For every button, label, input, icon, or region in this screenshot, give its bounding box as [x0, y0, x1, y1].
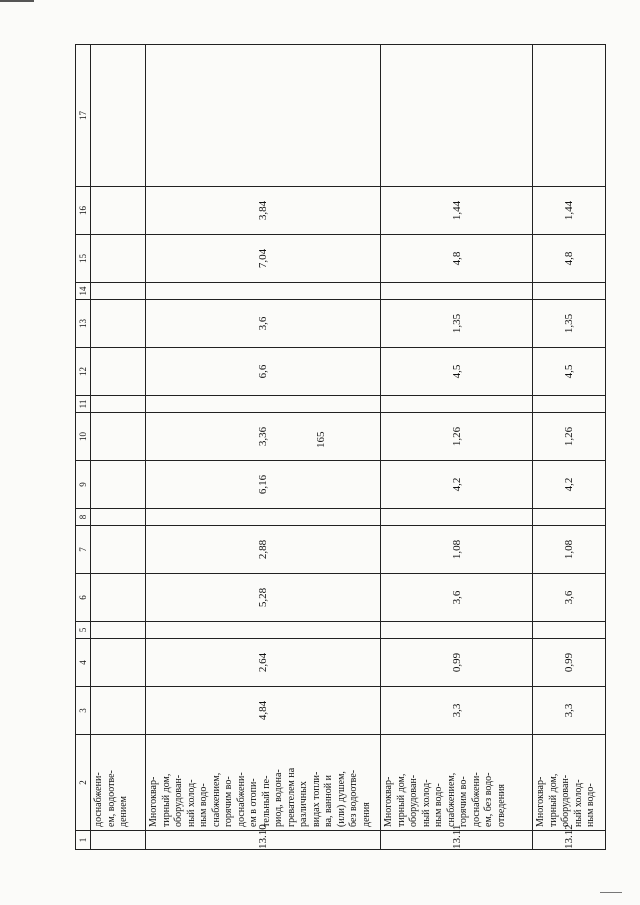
scan-artifact	[600, 892, 622, 893]
value-cell	[91, 574, 146, 622]
tariff-table	[75, 44, 606, 850]
value-cell: 3,36	[146, 413, 381, 461]
column-number: 14	[76, 283, 91, 300]
value-cell	[381, 622, 533, 639]
value-cell	[91, 413, 146, 461]
column-number: 4	[76, 639, 91, 687]
description-cell: Многоквар- тирный дом, оборудован- ный холод- ным водо- снабжением, горячим во- доснабжени- ем в отопи- тельный пе- риод, водона- гревателем на различных видах топли- ва, ванной и (или) душем, без водоотве- дения	[146, 735, 381, 831]
value-cell	[91, 687, 146, 735]
value-cell	[91, 461, 146, 509]
value-cell	[146, 509, 381, 526]
rotated-table-container	[75, 45, 596, 850]
value-cell: 3,6	[533, 574, 606, 622]
column-number: 5	[76, 622, 91, 639]
value-cell: 4,5	[381, 348, 533, 396]
column-number: 17	[76, 45, 91, 187]
row-number-cell: 13.11	[381, 831, 533, 850]
value-cell: 4,84	[146, 687, 381, 735]
description-cell: Многоквар- тирный дом, оборудован- ный холод- ным водо-	[533, 735, 606, 831]
column-number: 2	[76, 735, 91, 831]
value-cell	[381, 396, 533, 413]
table-row	[533, 45, 606, 850]
value-cell: 5,28	[146, 574, 381, 622]
value-cell: 4,2	[533, 461, 606, 509]
row-number-cell: 13.10	[146, 831, 381, 850]
value-cell	[146, 396, 381, 413]
value-cell: 4,5	[533, 348, 606, 396]
value-cell	[91, 45, 146, 187]
value-cell: 4,2	[381, 461, 533, 509]
table-row	[381, 45, 533, 850]
value-cell	[146, 622, 381, 639]
value-cell	[381, 283, 533, 300]
column-number: 1	[76, 831, 91, 850]
value-cell: 1,44	[381, 187, 533, 235]
value-cell: 3,6	[146, 300, 381, 348]
value-cell	[91, 187, 146, 235]
value-cell: 3,84	[146, 187, 381, 235]
table-row	[91, 45, 146, 850]
value-cell	[533, 45, 606, 187]
description-cell: Многоквар- тирный дом, оборудован- ный холод- ным водо- снабжением, горячим во- доснабжени- ем, без водо- отведения	[381, 735, 533, 831]
value-cell: 0,99	[381, 639, 533, 687]
column-number: 11	[76, 396, 91, 413]
value-cell	[146, 283, 381, 300]
column-number: 7	[76, 526, 91, 574]
value-cell	[91, 283, 146, 300]
value-cell: 1,35	[533, 300, 606, 348]
value-cell: 2,64	[146, 639, 381, 687]
value-cell: 1,26	[381, 413, 533, 461]
value-cell: 2,88	[146, 526, 381, 574]
row-number-cell	[91, 831, 146, 850]
value-cell	[91, 639, 146, 687]
scan-artifact	[0, 0, 34, 2]
column-number: 8	[76, 509, 91, 526]
description-cell: доснабжени- ем, водоотве- дением	[91, 735, 146, 831]
value-cell	[91, 348, 146, 396]
value-cell	[91, 622, 146, 639]
value-cell: 0,99	[533, 639, 606, 687]
column-number: 16	[76, 187, 91, 235]
value-cell	[146, 45, 381, 187]
column-number: 15	[76, 235, 91, 283]
value-cell: 1,08	[533, 526, 606, 574]
column-number: 12	[76, 348, 91, 396]
page-number: 165	[315, 431, 327, 449]
value-cell	[91, 526, 146, 574]
value-cell: 7,04	[146, 235, 381, 283]
value-cell	[91, 235, 146, 283]
row-number-cell: 13.12	[533, 831, 606, 850]
value-cell	[533, 622, 606, 639]
value-cell	[381, 509, 533, 526]
table-row	[146, 45, 381, 850]
column-number: 10	[76, 413, 91, 461]
value-cell: 4,8	[381, 235, 533, 283]
value-cell	[381, 45, 533, 187]
column-number: 9	[76, 461, 91, 509]
value-cell	[533, 396, 606, 413]
column-number-row	[76, 45, 91, 850]
value-cell	[533, 283, 606, 300]
value-cell: 3,3	[533, 687, 606, 735]
column-number: 3	[76, 687, 91, 735]
value-cell	[533, 509, 606, 526]
value-cell: 3,3	[381, 687, 533, 735]
table-body	[76, 45, 606, 850]
value-cell	[91, 300, 146, 348]
value-cell: 4,8	[533, 235, 606, 283]
column-number: 13	[76, 300, 91, 348]
value-cell: 6,6	[146, 348, 381, 396]
value-cell: 6,16	[146, 461, 381, 509]
value-cell	[91, 396, 146, 413]
value-cell: 3,6	[381, 574, 533, 622]
value-cell: 1,44	[533, 187, 606, 235]
value-cell: 1,26	[533, 413, 606, 461]
value-cell: 1,08	[381, 526, 533, 574]
value-cell	[91, 509, 146, 526]
column-number: 6	[76, 574, 91, 622]
value-cell: 1,35	[381, 300, 533, 348]
